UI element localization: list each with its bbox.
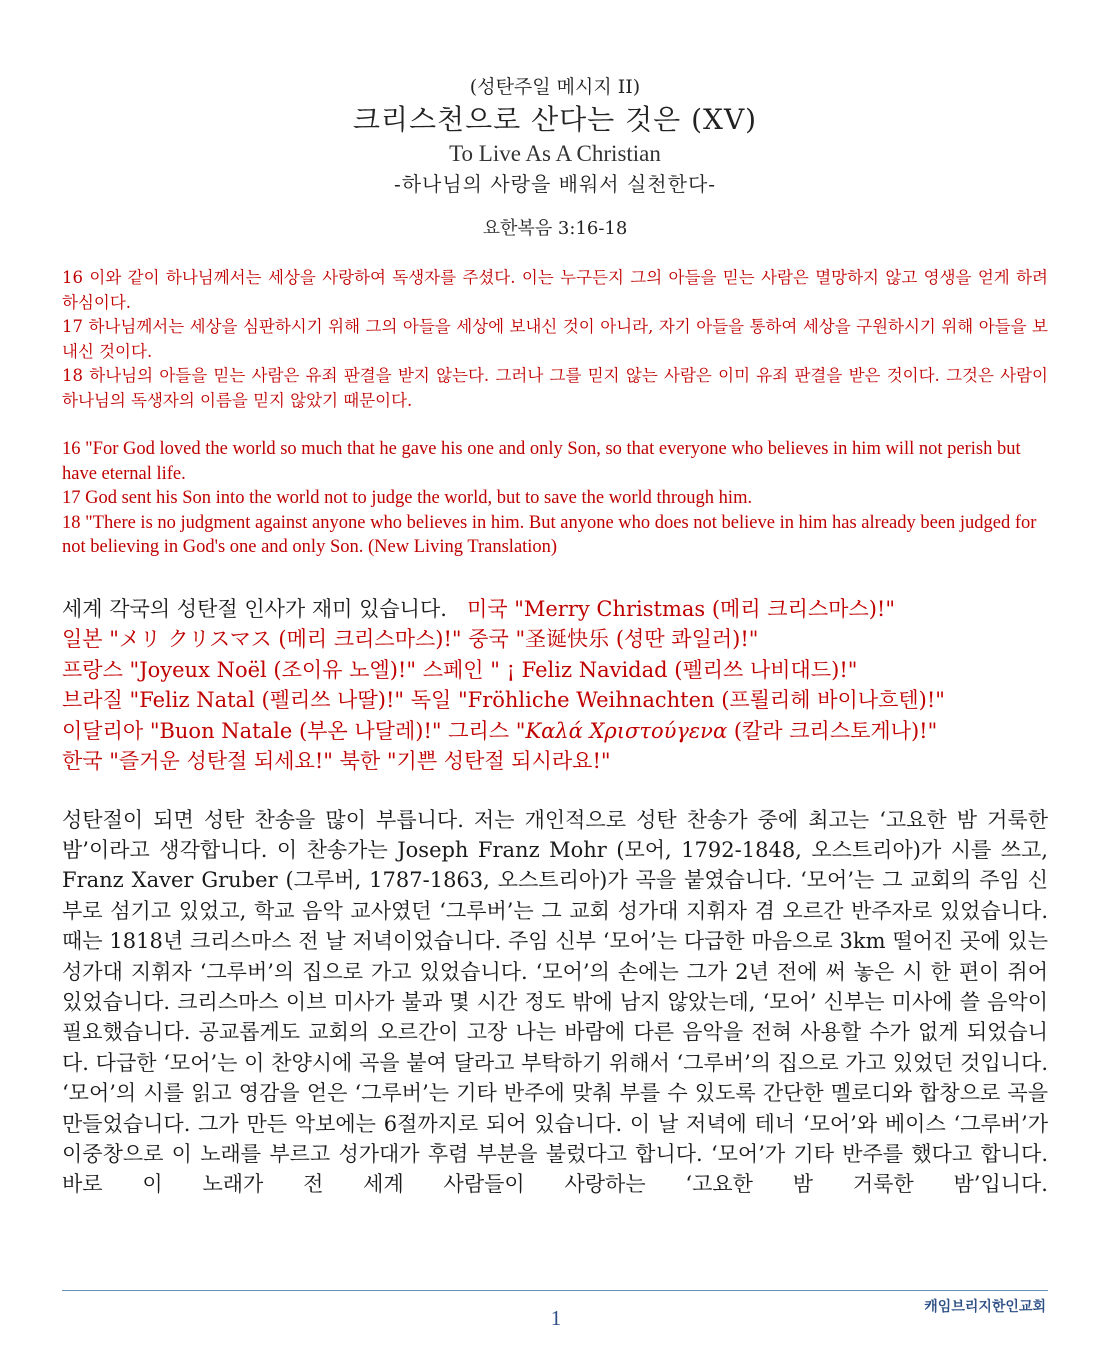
footer-divider	[62, 1290, 1048, 1291]
christmas-greetings	[62, 594, 1048, 777]
sermon-title: 크리스천으로 산다는 것은 (XV)	[352, 103, 758, 136]
greeting-line	[62, 685, 1048, 716]
greeting-japan: 일본 "メリ クリスマス (메리 크리스마스)!"	[62, 627, 462, 651]
greeting-korea: 한국 "즐거운 성탄절 되세요!"	[62, 749, 333, 773]
greeting-line	[62, 655, 1048, 686]
greeting-north-korea: 북한 "기쁜 성탄절 되시라요!"	[339, 749, 611, 773]
english-title: To Live As A Christian	[449, 141, 661, 166]
korean-scripture	[62, 266, 1048, 413]
greeting-usa: 미국 "Merry Christmas (메리 크리스마스)!"	[466, 596, 896, 621]
greetings-intro: 세계 각국의 성탄절 인사가 재미 있습니다.	[62, 596, 447, 621]
greeting-greece-suffix: (칼라 크리스토게나)!"	[727, 718, 938, 743]
verse-18-english: 18 "There is no judgment against anyone who believes in him. But anyone who does not believe in him has already been judged for not believing in God's one and only Son. (New Living Translation)	[62, 512, 1037, 557]
sermon-tagline: -하나님의 사랑을 배워서 실천한다-	[393, 172, 717, 196]
greeting-line	[62, 594, 1048, 625]
verse-18-korean: 18 하나님의 아들을 믿는 사람은 유죄 판결을 받지 않는다. 그러나 그를 믿지 않는 사람은 이미 유죄 판결을 받은 것이다. 그것은 사람이 하나님의 독생자의 이름을 믿지 않았기 때문이다.	[62, 366, 1048, 410]
page-number: 1	[550, 1306, 562, 1330]
verse-16-english: 16 "For God loved the world so much that he gave his one and only Son, so that everyone who believes in him will not perish but have eternal life.	[62, 439, 1021, 484]
greeting-spain: 스페인 " ¡ Feliz Navidad (펠리쓰 나비대드)!"	[422, 657, 858, 682]
document-page	[62, 72, 1048, 1200]
verse-17-korean: 17 하나님께서는 세상을 심판하시기 위해 그의 아들을 세상에 보내신 것이 아니라, 자기 아들을 통하여 세상을 구원하시기 위해 아들을 보내신 것이다.	[62, 317, 1048, 361]
greeting-france: 프랑스 "Joyeux Noël (조이유 노엘)!"	[62, 657, 417, 682]
verse-16-korean: 16 이와 같이 하나님께서는 세상을 사랑하여 독생자를 주셨다. 이는 누구든지 그의 아들을 믿는 사람은 멸망하지 않고 영생을 얻게 하려 하심이다.	[62, 268, 1048, 312]
body-paragraph: 성탄절이 되면 성탄 찬송을 많이 부릅니다. 저는 개인적으로 성탄 찬송가 중에 최고는 ‘고요한 밤 거룩한 밤’이라고 생각합니다. 이 찬송가는 Joseph Franz Mohr (모어, 1792-1848, 오스트리아)가 시를 쓰고, Franz Xaver Gruber (그루버, 1787-1863, 오스트리아)가 곡을 붙였습니다. ‘모어’는 그 교회의 주임 신부로 섬기고 있었고, 학교 음악 교사였던 ‘그루버’는 그 교회 성가대 지휘자 겸 오르간 반주자로 있었습니다. 때는 1818년 크리스마스 전 날 저녁이었습니다. 주임 신부 ‘모어’는 다급한 마음으로 3km 떨어진 곳에 있는 성가대 지휘자 ‘그루버’의 집으로 가고 있었습니다. ‘모어’의 손에는 그가 2년 전에 써 놓은 시 한 편이 쥐어 있었습니다. 크리스마스 이브 미사가 불과 몇 시간 정도 밖에 남지 않았는데, ‘모어’ 신부는 미사에 쓸 음악이 필요했습니다. 공교롭게도 교회의 오르간이 고장 나는 바람에 다른 음악을 전혀 사용할 수가 없게 되었습니다. 다급한 ‘모어’는 이 찬양시에 곡을 붙여 달라고 부탁하기 위해서 ‘그루버’의 집으로 가고 있었던 것입니다. ‘모어’의 시를 읽고 영감을 얻은 ‘그루버’는 기타 반주에 맞춰 부를 수 있도록 간단한 멜로디와 합창으로 곡을 만들었습니다. 그가 만든 악보에는 6절까지로 되어 있습니다. 이 날 저녁에 테너 ‘모어’와 베이스 ‘그루버’가 이중창으로 이 노래를 부르고 성가대가 후렴 부분을 불렀다고 합니다. ‘모어’가 기타 반주를 했다고 합니다. 바로 이 노래가 전 세계 사람들이 사랑하는 ‘고요한 밤 거룩한 밤’입니다.	[62, 807, 1048, 1197]
scripture-reference: 요한복음 3:16-18	[482, 218, 628, 239]
sermon-body	[62, 805, 1048, 1200]
church-name: 캐임브리지한인교회	[924, 1299, 1046, 1315]
greeting-brazil: 브라질 "Feliz Natal (펠리쓰 나딸)!"	[62, 688, 405, 712]
greeting-greece-greek: Καλά Χριστούγενα	[525, 718, 728, 743]
english-scripture	[62, 437, 1048, 560]
greeting-italy: 이달리아 "Buon Natale (부온 나달레)!"	[62, 718, 442, 743]
verse-17-english: 17 God sent his Son into the world not to judge the world, but to save the world through him.	[62, 488, 753, 508]
sermon-subtitle: (성탄주일 메시지 II)	[469, 76, 641, 98]
greeting-greece-prefix: 그리스 "	[448, 718, 526, 743]
greeting-line	[62, 624, 1048, 655]
sermon-header	[62, 72, 1048, 242]
greeting-germany: 독일 "Fröhliche Weihnachten (프뢸리헤 바이나흐텐)!"	[410, 688, 945, 712]
greeting-line	[62, 746, 1048, 777]
greeting-china: 중국 "圣诞快乐 (셩딴 콰일러)!"	[468, 627, 759, 651]
greeting-line	[62, 716, 1048, 747]
